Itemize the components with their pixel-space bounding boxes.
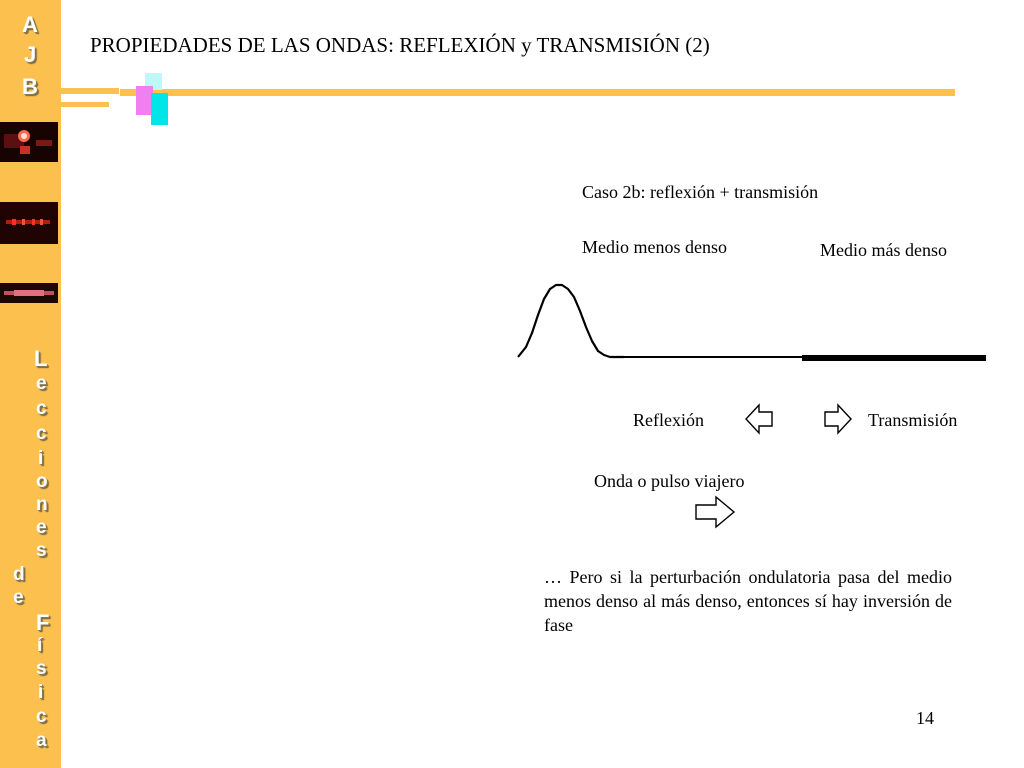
right-arrow-icon (694, 495, 736, 529)
vertical-letter: e (36, 373, 47, 394)
vertical-letter: i (38, 682, 44, 703)
header-bar (120, 89, 955, 96)
lab-photo-thumbnail-3 (0, 283, 58, 303)
page-number: 14 (916, 708, 934, 728)
vertical-letter: s (36, 658, 47, 679)
right-arrow-icon (823, 403, 853, 435)
vertical-letter: o (36, 471, 48, 492)
vertical-letter: e (13, 587, 24, 608)
lab-photo-thumbnail-1 (0, 122, 58, 162)
vertical-letter: s (36, 540, 47, 561)
vertical-letter: c (36, 398, 47, 419)
wave-pulse (518, 285, 624, 357)
medium-more-dense-label: Medio más denso (820, 240, 947, 260)
vertical-letter: F (36, 610, 50, 635)
vertical-letter: c (36, 706, 47, 727)
sidebar (0, 0, 61, 768)
vertical-letter: e (36, 517, 47, 538)
transmission-label: Transmisión (868, 410, 958, 430)
logo-letter-b: B (22, 74, 38, 99)
lab-photo-thumbnail-2 (0, 202, 58, 244)
slide-title: PROPIEDADES DE LAS ONDAS: REFLEXIÓN y TRANSMISIÓN (2) (90, 33, 710, 57)
vertical-letter: í (37, 635, 43, 656)
vertical-letter: i (38, 448, 44, 469)
logo-letter-a: A (22, 12, 38, 37)
header-bar-left-short (61, 102, 109, 107)
vertical-letter: c (36, 423, 47, 444)
wave-pulse-diagram (510, 275, 990, 367)
vertical-letter: n (36, 494, 48, 515)
header-bar-left (61, 88, 119, 94)
vertical-letter: L (34, 346, 48, 371)
vertical-letter: d (13, 564, 25, 585)
reflection-label: Reflexión (633, 410, 704, 430)
explanation-paragraph: … Pero si la perturbación ondulatoria pasa del medio menos denso al más denso, entonces sí hay inversión de fase (544, 567, 952, 635)
logo-letter-j: J (24, 42, 37, 67)
medium-less-dense-label: Medio menos denso (582, 237, 727, 257)
left-arrow-icon (744, 403, 774, 435)
case-label: Caso 2b: reflexión + transmisión (582, 182, 819, 202)
traveling-wave-label: Onda o pulso viajero (594, 471, 745, 491)
vertical-letter: a (36, 730, 47, 751)
